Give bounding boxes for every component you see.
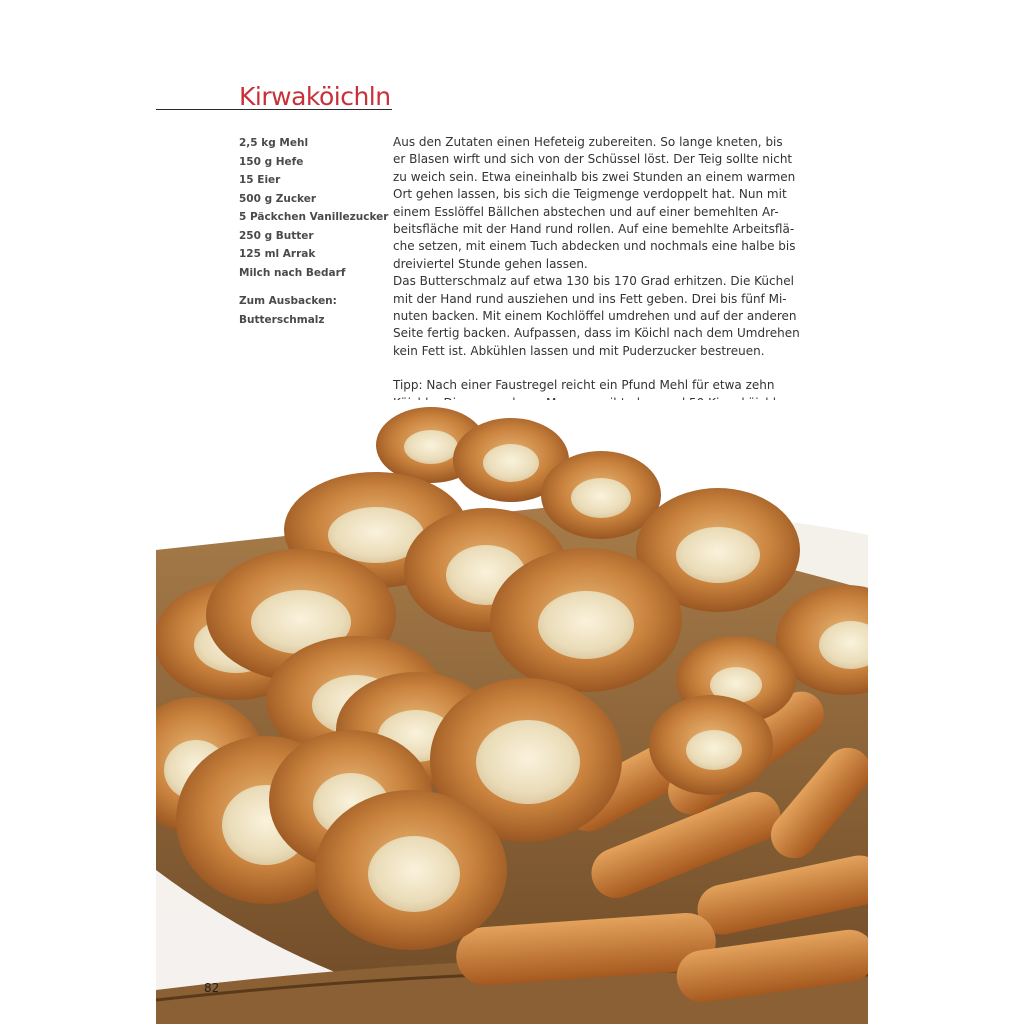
- instruction-line: einem Esslöffel Bällchen abstechen und auf einer bemehlten Ar-: [393, 204, 779, 219]
- instruction-line: Aus den Zutaten einen Hefeteig zubereiten. So lange kneten, bis: [393, 135, 783, 149]
- ingredient-list: [239, 134, 389, 329]
- instruction-line: nuten backen. Mit einem Kochlöffel umdrehen und auf der anderen: [393, 309, 797, 324]
- ingredient-item: 2,5 kg Mehl: [239, 137, 309, 149]
- instruction-line: er Blasen wirft und sich von der Schüssel löst. Der Teig sollte nicht: [393, 152, 793, 167]
- frying-item: Butterschmalz: [239, 313, 325, 326]
- ingredient-item: 150 g Hefe: [239, 155, 304, 168]
- instructions-text: [393, 134, 800, 412]
- ingredient-item: 125 ml Arrak: [239, 248, 316, 260]
- ingredient-item: 15 Eier: [239, 174, 281, 186]
- page-number: 82: [204, 981, 220, 995]
- ingredient-item: 500 g Zucker: [239, 192, 317, 205]
- instruction-line: dreiviertel Stunde gehen lassen.: [393, 256, 588, 271]
- instruction-line: che setzen, mit einem Tuch abdecken und nochmals eine halbe bis: [393, 239, 796, 254]
- instruction-line: beitsfläche mit der Hand rund rollen. Auf eine bemehlte Arbeitsflä-: [393, 222, 795, 237]
- instruction-line: mit der Hand rund ausziehen und ins Fett geben. Drei bis fünf Mi-: [393, 291, 787, 306]
- instruction-line: kein Fett ist. Abkühlen lassen und mit Puderzucker bestreuen.: [393, 343, 765, 358]
- recipe-title: Kirwaköichln: [239, 82, 391, 111]
- pastry-photo: [156, 400, 868, 1024]
- instruction-line: Seite fertig backen. Aufpassen, dass im Köichl nach dem Umdrehen: [393, 326, 800, 341]
- instruction-line: Das Butterschmalz auf etwa 130 bis 170 Grad erhitzen. Die Küchel: [393, 274, 794, 289]
- ingredient-item: 5 Päckchen Vanillezucker: [239, 211, 389, 223]
- frying-heading: Zum Ausbacken:: [239, 295, 337, 307]
- instruction-line: zu weich sein. Etwa eineinhalb bis zwei Stunden an einem warmen: [393, 169, 796, 184]
- ingredient-item: 250 g Butter: [239, 229, 314, 242]
- tip-line: Tipp: Nach einer Faustregel reicht ein Pfund Mehl für etwa zehn: [393, 378, 775, 393]
- ingredient-item: Milch nach Bedarf: [239, 266, 346, 279]
- instruction-line: Ort gehen lassen, bis sich die Teigmenge verdoppelt hat. Nun mit: [393, 187, 787, 202]
